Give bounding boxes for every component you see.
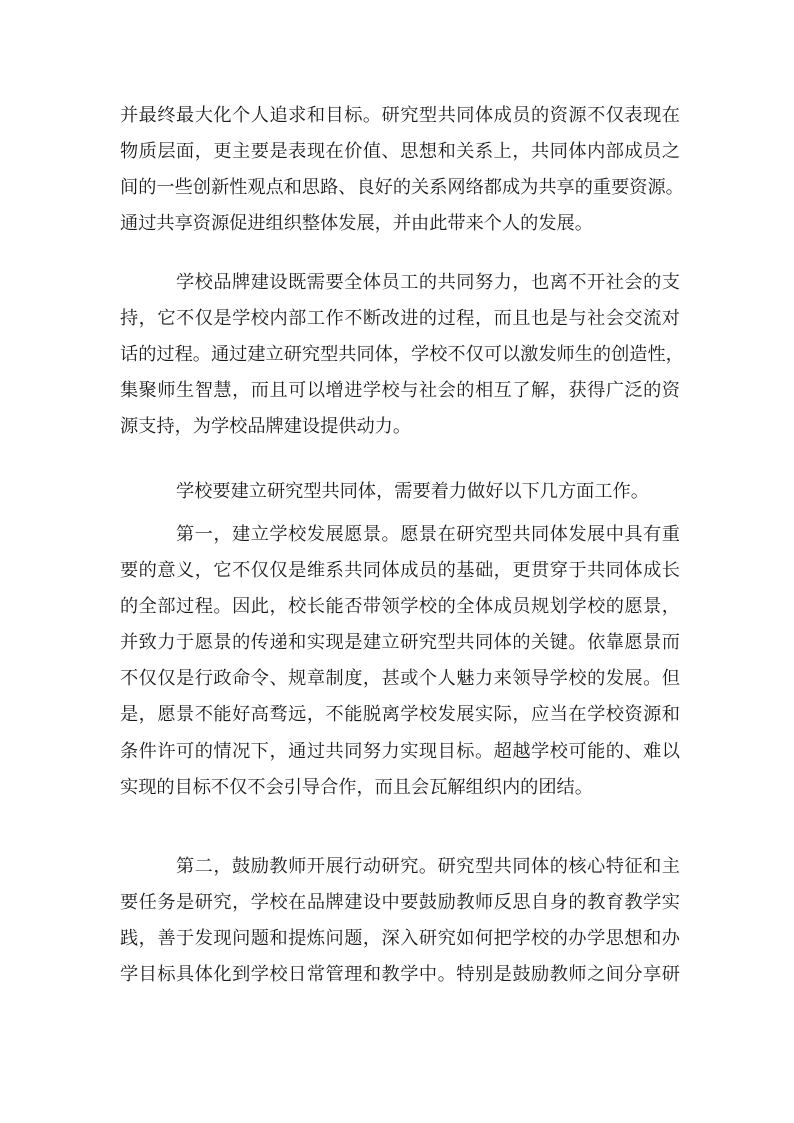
text-line: 是，愿景不能好高骛远，不能脱离学校发展实际，应当在学校资源和 <box>120 704 680 726</box>
paragraph-2 <box>120 265 684 445</box>
text-line: 持，它不仅是学校内部工作不断改进的过程，而且也是与社会交流对 <box>120 308 680 330</box>
text-line: 间的一些创新性观点和思路、良好的关系网络都成为共享的重要资源。 <box>120 177 684 199</box>
text-line: 通过共享资源促进组织整体发展，并由此带来个人的发展。 <box>120 213 593 235</box>
paragraph-4 <box>120 517 680 806</box>
text-line: 并致力于愿景的传递和实现是建立研究型共同体的关键。依靠愿景而 <box>120 632 680 654</box>
text-line: 源支持，为学校品牌建设提供动力。 <box>120 416 412 438</box>
text-line: 的全部过程。因此，校长能否带领学校的全体成员规划学校的愿景， <box>120 596 680 618</box>
paragraph-5 <box>120 849 680 993</box>
text-line: 学校要建立研究型共同体，需要着力做好以下几方面工作。 <box>176 481 649 502</box>
text-line: 要的意义，它不仅仅是维系共同体成员的基础，更贯穿于共同体成长 <box>120 560 680 582</box>
text-line: 第一，建立学校发展愿景。愿景在研究型共同体发展中具有重 <box>176 524 680 545</box>
text-line: 学目标具体化到学校日常管理和教学中。特别是鼓励教师之间分享研 <box>120 964 680 986</box>
text-line: 第二，鼓励教师开展行动研究。研究型共同体的核心特征和主 <box>176 856 680 877</box>
text-line: 物质层面，更主要是表现在价值、思想和关系上，共同体内部成员之 <box>120 141 680 163</box>
text-line: 条件许可的情况下，通过共同努力实现目标。超越学校可能的、难以 <box>120 740 680 762</box>
text-line: 践，善于发现问题和提炼问题，深入研究如何把学校的办学思想和办 <box>120 928 680 950</box>
text-line: 集聚师生智慧，而且可以增进学校与社会的相互了解，获得广泛的资 <box>120 380 680 402</box>
text-line: 话的过程。通过建立研究型共同体，学校不仅可以激发师生的创造性， <box>120 344 684 366</box>
paragraph-3 <box>120 474 680 510</box>
text-line: 并最终最大化个人追求和目标。研究型共同体成员的资源不仅表现在 <box>120 105 680 126</box>
text-line: 实现的目标不仅不会引导合作，而且会瓦解组织内的团结。 <box>120 776 593 798</box>
text-line: 不仅仅是行政命令、规章制度，甚或个人魅力来领导学校的发展。但 <box>120 668 680 690</box>
paragraph-1 <box>120 98 684 242</box>
text-line: 学校品牌建设既需要全体员工的共同努力，也离不开社会的支 <box>176 272 680 293</box>
text-line: 要任务是研究，学校在品牌建设中要鼓励教师反思自身的教育教学实 <box>120 892 680 914</box>
